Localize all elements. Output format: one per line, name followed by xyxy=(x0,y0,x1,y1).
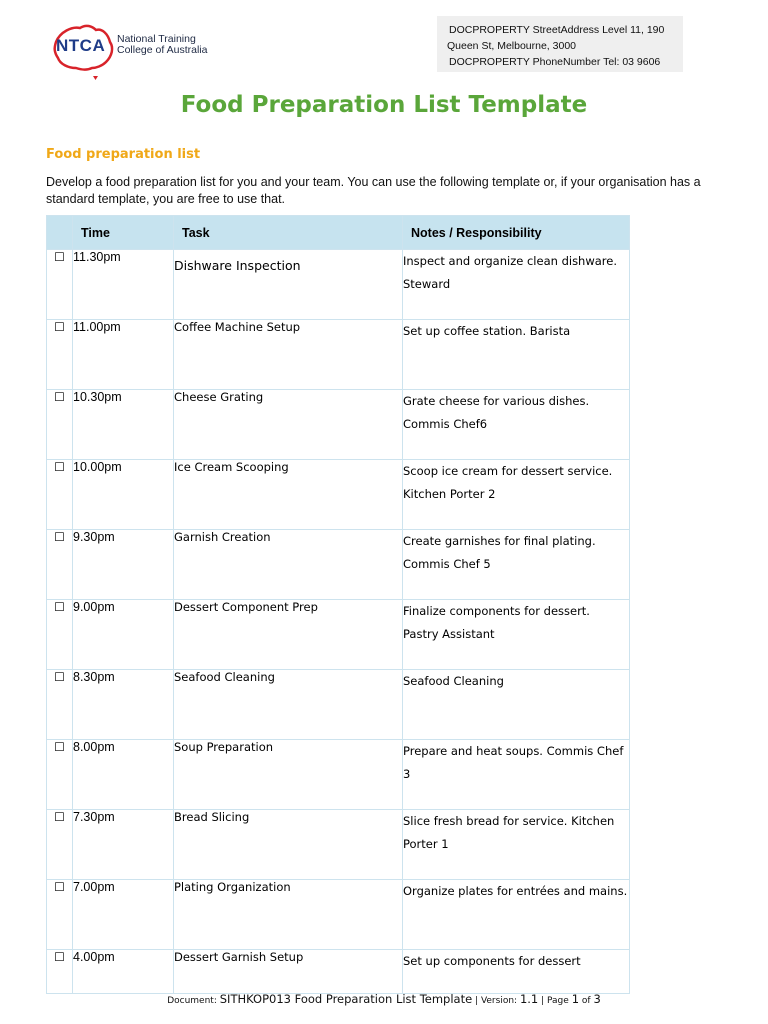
row-checkbox[interactable]: ☐ xyxy=(47,950,73,994)
document-title: Food Preparation List Template xyxy=(180,92,588,118)
section-heading: Food preparation list xyxy=(46,147,201,162)
table-row xyxy=(47,950,630,994)
address-line: Queen St, Melbourne, 3000 xyxy=(447,40,577,52)
row-notes: Seafood Cleaning xyxy=(403,670,630,740)
row-task: Dessert Component Prep xyxy=(174,600,403,670)
table-row xyxy=(47,320,630,390)
row-notes: Finalize components for dessert. Pastry Assistant xyxy=(403,600,630,670)
column-header-notes: Notes / Responsibility xyxy=(403,216,630,250)
row-time: 11.30pm xyxy=(73,250,174,320)
footer-of-label: of xyxy=(581,996,591,1006)
food-prep-table xyxy=(46,215,630,994)
footer-total-pages: 3 xyxy=(593,992,601,1006)
logo-wordmark: NTCA xyxy=(56,36,106,55)
row-checkbox[interactable]: ☐ xyxy=(47,320,73,390)
row-notes: Prepare and heat soups. Commis Chef 3 xyxy=(403,740,630,810)
row-time: 7.00pm xyxy=(73,880,174,950)
row-checkbox[interactable]: ☐ xyxy=(47,530,73,600)
table-row xyxy=(47,880,630,950)
footer-version: 1.1 xyxy=(519,992,539,1006)
row-time: 7.30pm xyxy=(73,810,174,880)
table-row xyxy=(47,740,630,810)
row-notes: Slice fresh bread for service. Kitchen Porter 1 xyxy=(403,810,630,880)
table-row xyxy=(47,530,630,600)
table-row xyxy=(47,390,630,460)
footer-doc-label: Document: xyxy=(167,996,217,1006)
footer-page-number: 1 xyxy=(571,992,580,1006)
row-task: Ice Cream Scooping xyxy=(174,460,403,530)
college-name-line1: National Training xyxy=(117,33,196,45)
row-notes: Create garnishes for final plating. Commis Chef 5 xyxy=(403,530,630,600)
row-time: 10.00pm xyxy=(73,460,174,530)
row-checkbox[interactable]: ☐ xyxy=(47,250,73,320)
row-task: Bread Slicing xyxy=(174,810,403,880)
row-checkbox[interactable]: ☐ xyxy=(47,810,73,880)
row-task: Plating Organization xyxy=(174,880,403,950)
row-notes: Set up components for dessert xyxy=(403,950,630,994)
address-box xyxy=(437,16,683,72)
row-task: Garnish Creation xyxy=(174,530,403,600)
row-task: Seafood Cleaning xyxy=(174,670,403,740)
row-task: Dishware Inspection xyxy=(174,250,403,320)
row-time: 9.00pm xyxy=(73,600,174,670)
row-checkbox[interactable]: ☐ xyxy=(47,460,73,530)
phone-line: DOCPROPERTY PhoneNumber Tel: 03 9606 xyxy=(449,56,661,68)
row-notes: Set up coffee station. Barista xyxy=(403,320,630,390)
table-row xyxy=(47,670,630,740)
checkbox-column-header xyxy=(47,216,73,250)
row-notes: Organize plates for entrées and mains. xyxy=(403,880,630,950)
row-checkbox[interactable]: ☐ xyxy=(47,880,73,950)
footer-page-label: | Page xyxy=(541,996,569,1006)
row-checkbox[interactable]: ☐ xyxy=(47,740,73,810)
row-time: 10.30pm xyxy=(73,390,174,460)
column-header-time: Time xyxy=(73,216,174,250)
table-row xyxy=(47,600,630,670)
page-footer xyxy=(0,992,768,1006)
row-notes: Scoop ice cream for dessert service. Kitchen Porter 2 xyxy=(403,460,630,530)
intro-paragraph: Develop a food preparation list for you and your team. You can use the following template or, if your organisation has a standard template, you are free to use that. xyxy=(46,175,701,206)
row-task: Cheese Grating xyxy=(174,390,403,460)
row-time: 9.30pm xyxy=(73,530,174,600)
row-task: Soup Preparation xyxy=(174,740,403,810)
row-task: Dessert Garnish Setup xyxy=(174,950,403,994)
column-header-task: Task xyxy=(174,216,403,250)
address-line: DOCPROPERTY StreetAddress Level 11, 190 xyxy=(449,24,665,36)
footer-doc-name: SITHKOP013 Food Preparation List Template xyxy=(219,992,473,1006)
row-checkbox[interactable]: ☐ xyxy=(47,600,73,670)
footer-version-label: | Version: xyxy=(475,996,518,1006)
row-time: 11.00pm xyxy=(73,320,174,390)
row-notes: Grate cheese for various dishes. Commis Chef6 xyxy=(403,390,630,460)
table-row xyxy=(47,810,630,880)
college-name-line2: College of Australia xyxy=(117,44,208,56)
college-name xyxy=(117,34,207,56)
row-task: Coffee Machine Setup xyxy=(174,320,403,390)
row-notes: Inspect and organize clean dishware. Steward xyxy=(403,250,630,320)
row-checkbox[interactable]: ☐ xyxy=(47,670,73,740)
row-time: 8.30pm xyxy=(73,670,174,740)
table-row xyxy=(47,250,630,320)
table-row xyxy=(47,460,630,530)
row-time: 4.00pm xyxy=(73,950,174,994)
row-checkbox[interactable]: ☐ xyxy=(47,390,73,460)
row-time: 8.00pm xyxy=(73,740,174,810)
